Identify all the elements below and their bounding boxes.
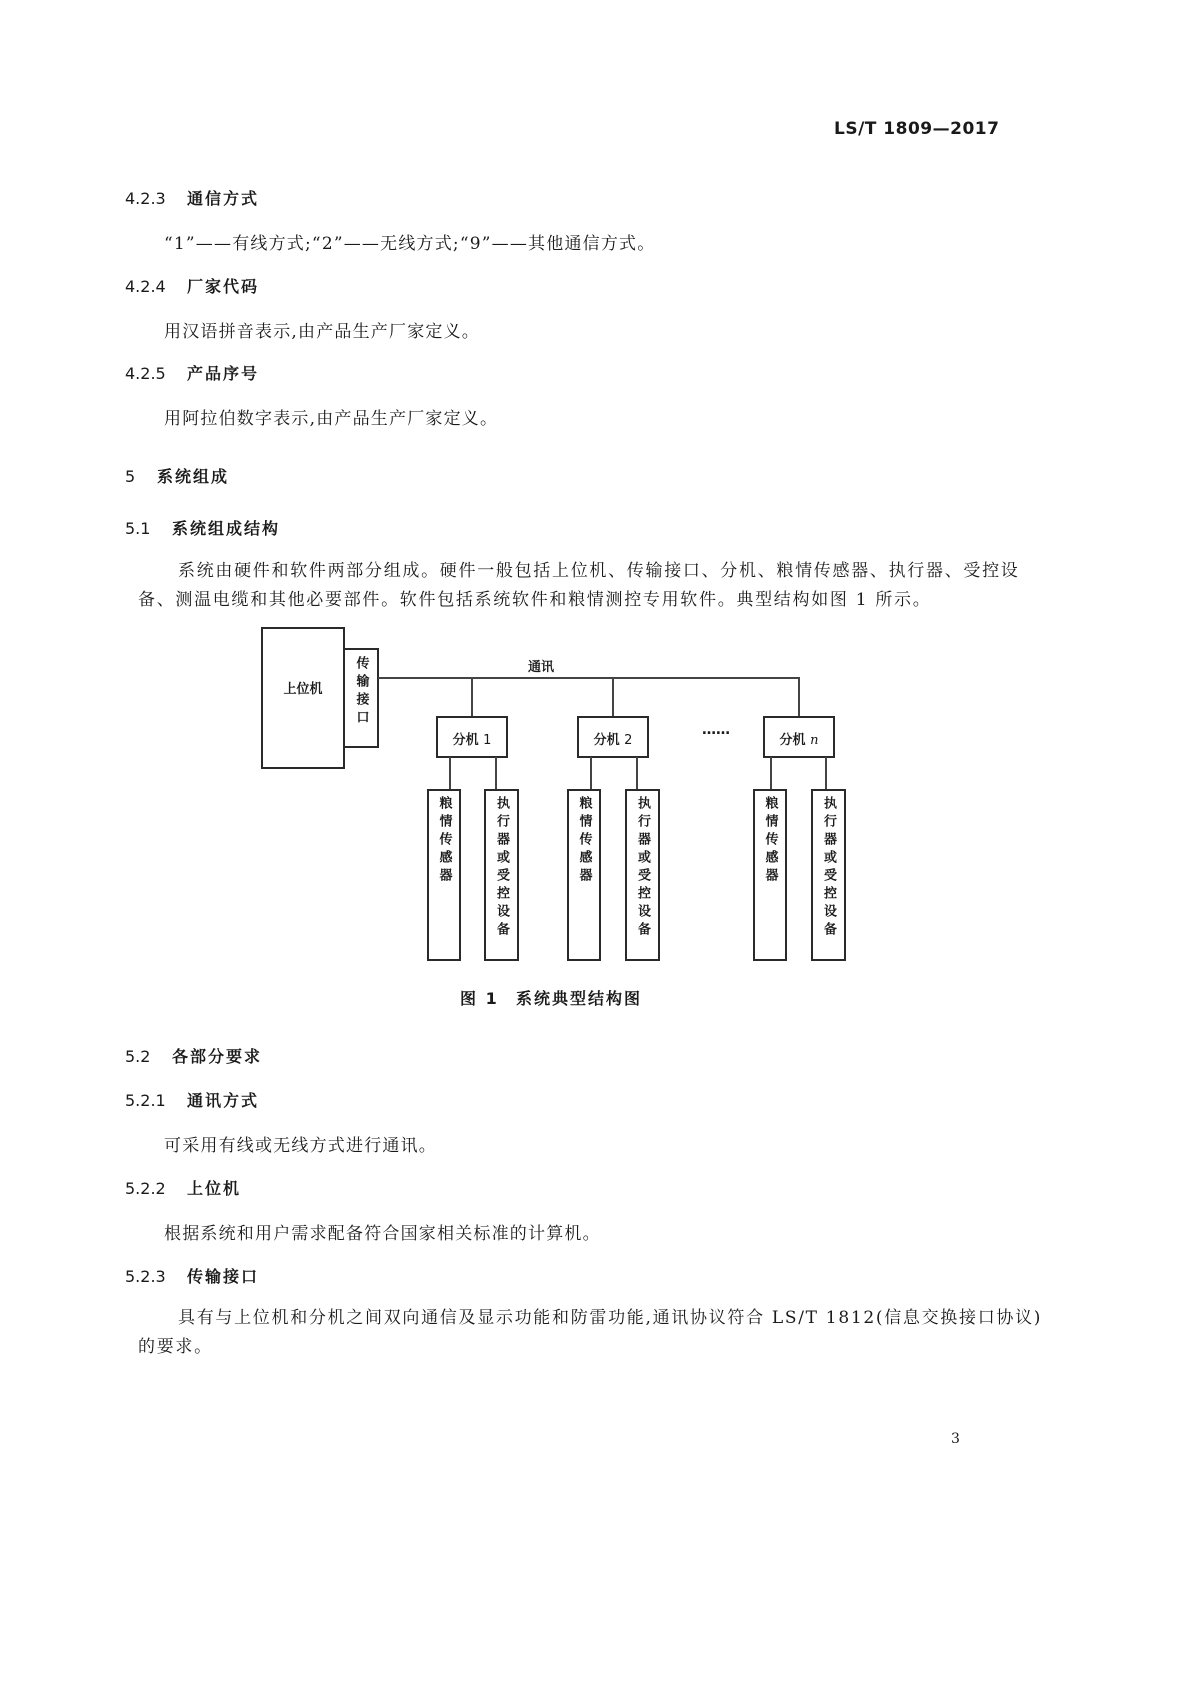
- standard-number: LS/T 1809—2017: [834, 119, 1000, 139]
- section-heading-5-2-3: [125, 1264, 259, 1287]
- slave-unit-label: 分机 2: [593, 733, 633, 748]
- page-number: 3: [951, 1431, 960, 1447]
- actuator-box: [625, 789, 660, 961]
- section-heading-5: [125, 464, 229, 487]
- grain-sensor-label: 粮情传感器: [762, 796, 778, 886]
- section-heading-4-2-5: [125, 361, 259, 384]
- bus-drop-line: [798, 677, 800, 718]
- ellipsis: ……: [702, 722, 730, 738]
- host-computer-label: 上位机: [283, 682, 323, 697]
- section-heading-5-2-2: [125, 1176, 241, 1199]
- section-text-5-2-2: 根据系统和用户需求配备符合国家相关标准的计算机。: [164, 1224, 601, 1244]
- unit-connector-line: [770, 757, 772, 791]
- unit-connector-line: [636, 757, 638, 791]
- actuator-label: 执行器或受控设备: [494, 796, 509, 940]
- section-title: 系统组成: [157, 467, 230, 486]
- figure-number: 图 1: [460, 989, 499, 1008]
- grain-sensor-label: 粮情传感器: [436, 796, 452, 886]
- transmission-interface-box: [343, 648, 379, 748]
- section-number: 5: [125, 467, 136, 486]
- section-heading-4-2-3: [125, 186, 259, 209]
- section-heading-5-1: [125, 516, 280, 539]
- slave-unit-box: [436, 716, 508, 758]
- grain-sensor-label: 粮情传感器: [576, 796, 592, 886]
- section-number: 4.2.3: [125, 189, 166, 208]
- section-text-5-1: 系统由硬件和软件两部分组成。硬件一般包括上位机、传输接口、分机、粮情传感器、执行器、受控设备、测温电缆和其他必要部件。软件包括系统软件和粮情测控专用软件。典型结构如图 1 所示。: [138, 561, 1020, 610]
- section-number: 5.2.1: [125, 1091, 166, 1110]
- unit-connector-line: [495, 757, 497, 791]
- host-computer-box: [261, 627, 345, 769]
- communication-bus-label: 通讯: [528, 660, 555, 675]
- bus-drop-line: [612, 677, 614, 718]
- actuator-label: 执行器或受控设备: [821, 796, 836, 940]
- figure-caption: [460, 986, 642, 1009]
- section-heading-5-2-1: [125, 1088, 259, 1111]
- section-number: 4.2.4: [125, 277, 166, 296]
- section-number: 5.2: [125, 1047, 151, 1066]
- slave-unit-label: 分机 1: [452, 733, 492, 748]
- section-text-5-2-1: 可采用有线或无线方式进行通讯。: [164, 1136, 437, 1156]
- unit-connector-line: [590, 757, 592, 791]
- unit-connector-line: [825, 757, 827, 791]
- bus-drop-line: [471, 677, 473, 718]
- section-text-4-2-4: 用汉语拼音表示,由产品生产厂家定义。: [164, 322, 481, 342]
- grain-sensor-box: [567, 789, 601, 961]
- actuator-label: 执行器或受控设备: [635, 796, 650, 940]
- slave-unit-label: 分机 n: [779, 733, 819, 748]
- actuator-box: [484, 789, 519, 961]
- section-number: 4.2.5: [125, 364, 166, 383]
- figure-title: 系统典型结构图: [516, 989, 643, 1008]
- section-heading-5-2: [125, 1044, 262, 1067]
- section-title: 系统组成结构: [172, 519, 281, 538]
- section-title: 通信方式: [187, 189, 260, 208]
- grain-sensor-box: [427, 789, 461, 961]
- actuator-box: [811, 789, 846, 961]
- section-number: 5.2.2: [125, 1179, 166, 1198]
- section-number: 5.1: [125, 519, 151, 538]
- section-title: 厂家代码: [187, 277, 260, 296]
- section-text-5-2-3: 具有与上位机和分机之间双向通信及显示功能和防雷功能,通讯协议符合 LS/T 1812(信息交换接口协议)的要求。: [138, 1308, 1043, 1357]
- grain-sensor-box: [753, 789, 787, 961]
- slave-unit-box: [763, 716, 835, 758]
- section-number: 5.2.3: [125, 1267, 166, 1286]
- section-text-4-2-3: “1”——有线方式;“2”——无线方式;“9”——其他通信方式。: [164, 234, 656, 254]
- transmission-interface-label: 传输接口: [353, 656, 369, 728]
- section-title: 传输接口: [187, 1267, 260, 1286]
- communication-bus-line: [378, 677, 800, 679]
- section-title: 上位机: [187, 1179, 242, 1198]
- section-title: 通讯方式: [187, 1091, 260, 1110]
- section-title: 各部分要求: [172, 1047, 263, 1066]
- slave-unit-box: [577, 716, 649, 758]
- unit-connector-line: [449, 757, 451, 791]
- section-text-4-2-5: 用阿拉伯数字表示,由产品生产厂家定义。: [164, 409, 499, 429]
- section-title: 产品序号: [187, 364, 260, 383]
- section-heading-4-2-4: [125, 274, 259, 297]
